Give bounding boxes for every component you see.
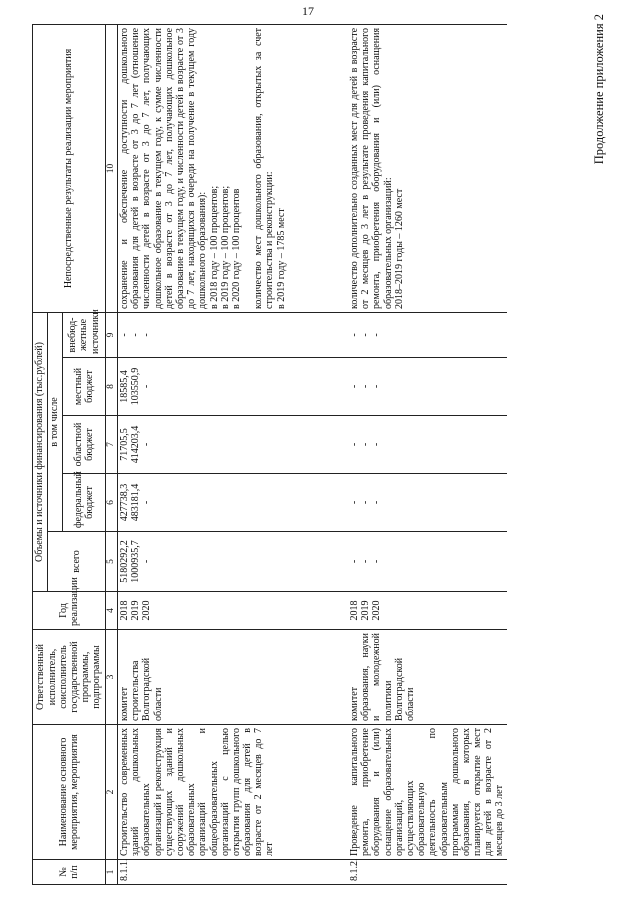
header-extrabudget: внебюд-жетные источники — [63, 312, 106, 357]
header-local: местный бюджет — [63, 358, 106, 416]
table-row — [118, 24, 349, 884]
row-extrabudget: - - - — [118, 312, 349, 357]
row-federal: - - - — [348, 474, 507, 532]
header-including: в том числе — [48, 312, 63, 531]
header-federal: федеральный бюджет — [63, 474, 106, 532]
row-number: 8.1.1. — [118, 860, 349, 885]
col-number: 9 — [106, 312, 118, 357]
col-number: 8 — [106, 358, 118, 416]
header-name: Наименование основного мероприятия, мероприятия — [33, 725, 106, 860]
row-result: количество дополнительно созданных мест для детей в возрасте от 2 месяцев до 3 лет в результате проведения капитального ремонта, приобретения оборудования и (или) оснащения образовательных организаций: 2018–2019 годы – 1260 мест — [348, 24, 507, 312]
financing-table — [32, 24, 507, 885]
col-number: 3 — [106, 630, 118, 725]
row-result: сохранение и обеспечение доступности дошкольного образования для детей в возрасте от 3 до 7 лет (отношение численности детей в возрасте от 3 до 7 лет, получающих дошкольное образование в текущем году, к сумме численности детей в возрасте от 3 до 7 лет, получающих дошкольное образование в текущем году, и численности детей в возрасте от 3 до 7 лет, находящихся в очереди на получение в текущем году дошкольного образования): в 2018 году – 100 процентов; в 2019 году – 100 процентов; в 2020 году – 100 процентов количество мест дошкольного образования, открытых за счет строительства и реконструкции: в 2019 году – 1785 мест — [118, 24, 349, 312]
row-regional: - - - — [348, 416, 507, 474]
row-regional: 71705,5 414203,4 - — [118, 416, 349, 474]
row-extrabudget: - - - — [348, 312, 507, 357]
row-years: 2018 2019 2020 — [118, 592, 349, 630]
row-years: 2018 2019 2020 — [348, 592, 507, 630]
col-number: 4 — [106, 592, 118, 630]
row-local: 18585,4 103550,9 - — [118, 358, 349, 416]
appendix-continuation-label: Продолжение приложения 2 — [592, 14, 606, 165]
row-name: Проведение капитального ремонта, приобретение оборудования и (или) оснащение образовательных организаций, осуществляющих образовательную деятельность по образовательным программам дошкольного образования, в которых планируется открытие мест для детей в возрасте от 2 месяцев до 3 лет — [348, 725, 507, 860]
row-responsible: комитет образования, науки и молодежной политики Волгоградской области — [348, 630, 507, 725]
row-total: - - - — [348, 532, 507, 592]
row-responsible: комитет строительства Волгоградской области — [118, 630, 349, 725]
header-financing: Объемы и источники финансирования (тыс.рублей) — [33, 312, 48, 591]
header-no: № п/п — [33, 860, 106, 885]
col-number: 7 — [106, 416, 118, 474]
row-total: 5180292,2 1000935,7 - — [118, 532, 349, 592]
col-number: 5 — [106, 532, 118, 592]
row-name: Строительство современных зданий дошкольных образовательных организаций и реконструкция существующих зданий и сооружений дошкольных образовательных организаций и общеобразовательных организаций с целью открытия групп дошкольного образования для детей в возрасте от 2 месяцев до 7 лет — [118, 725, 349, 860]
page-number: 17 — [302, 4, 314, 18]
header-responsible: Ответственный исполнитель, соисполнитель государственной программы, подпрограммы — [33, 630, 106, 725]
row-federal: 427738,3 483181,4 - — [118, 474, 349, 532]
header-result: Непосредственные результаты реализации мероприятия — [33, 24, 106, 312]
col-number: 6 — [106, 474, 118, 532]
header-year: Год реализации — [33, 592, 106, 630]
col-number: 2 — [106, 725, 118, 860]
header-regional: областной бюджет — [63, 416, 106, 474]
col-number: 10 — [106, 24, 118, 312]
col-number: 1 — [106, 860, 118, 885]
header-total: всего — [48, 532, 106, 592]
row-number: 8.1.2. — [348, 860, 507, 885]
row-local: - - - — [348, 358, 507, 416]
table-row — [348, 24, 507, 884]
